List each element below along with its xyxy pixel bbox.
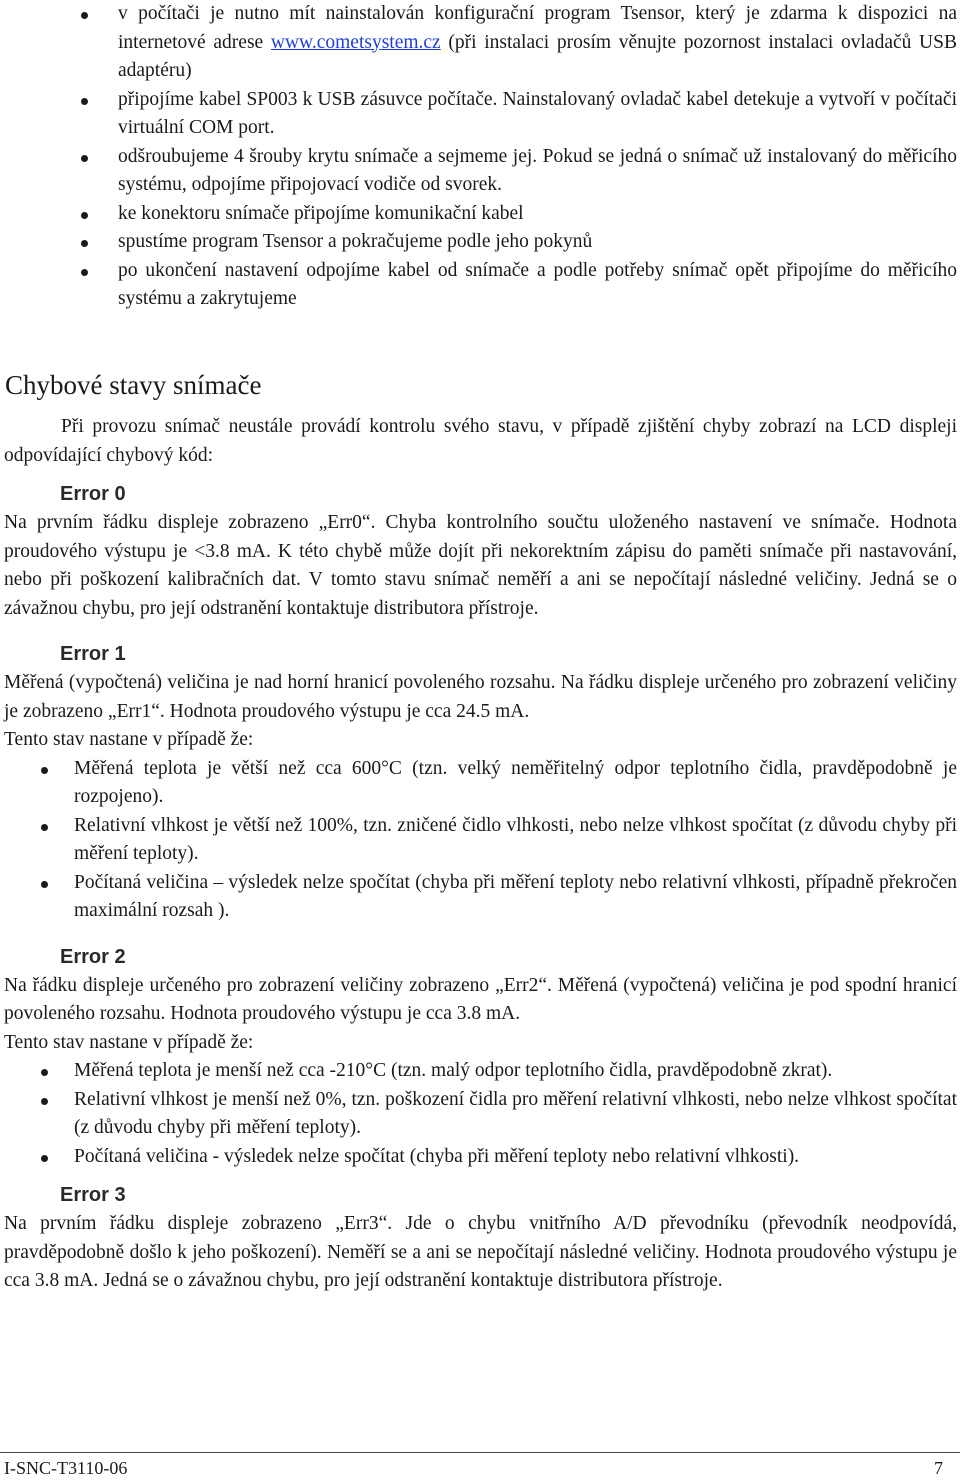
error-1-description: Měřená (vypočtená) veličina je nad horní hranicí povoleného rozsahu. Na řádku displeje určeného pro zobrazení veličiny je zobrazeno „Err1“. Hodnota proudového výstupu je cca 24.5 mA. — [4, 672, 957, 722]
list-item — [0, 200, 960, 229]
list-item — [0, 812, 957, 869]
error-0-title: Error 0 — [60, 483, 126, 505]
error-2-description: Na řádku displeje určeného pro zobrazení veličiny zobrazeno „Err2“. Měřená (vypočtená) veličina je pod spodní hranicí povoleného rozsahu. Hodnota proudového výstupu je cca 3.8 mA. — [4, 974, 957, 1024]
bullet-icon — [81, 240, 88, 247]
bullet-icon — [81, 12, 88, 19]
footer-divider — [0, 1452, 960, 1453]
list-item — [0, 755, 957, 812]
bullet-icon — [41, 881, 48, 888]
step-text: po ukončení nastavení odpojíme kabel od snímače a podle potřeby snímač opět připojíme do měřicího systému a zakrytujeme — [118, 259, 957, 309]
list-item — [0, 143, 960, 200]
list-item — [0, 0, 960, 86]
error-0-block — [0, 509, 957, 623]
cause-text: Měřená teplota je větší než cca 600°C (tzn. velký neměřitelný odpor teplotního čidla, pravděpodobně je rozpojeno). — [74, 757, 957, 807]
error-1-cause-list — [0, 755, 957, 926]
error-3-description: Na prvním řádku displeje zobrazeno „Err3“. Jde o chybu vnitřního A/D převodníku (převodník neodpovídá, pravděpodobně došlo k jeho poškození). Neměří se a ani se nepočítají následné veličiny. Hodnota proudového výstupu je cca 3.8 mA. Jedná se o závažnou chybu, pro její odstranění kontaktuje distributora přístroje. — [4, 1213, 957, 1291]
bullet-icon — [81, 155, 88, 162]
step-text: ke konektoru snímače připojíme komunikační kabel — [118, 202, 524, 224]
cause-text: Počítaná veličina – výsledek nelze spočítat (chyba při měření teploty nebo relativní vlhkosti, případně překročen maximální rozsah ). — [74, 871, 957, 921]
error-3-title: Error 3 — [60, 1184, 126, 1206]
cause-text: Relativní vlhkost je větší než 100%, tzn. zničené čidlo vlhkosti, nebo nelze vlhkost spočítat (z důvodu chyby při měření teploty). — [74, 814, 957, 864]
step-text: připojíme kabel SP003 k USB zásuvce počítače. Nainstalovaný ovladač kabel detekuje a vytvoří v počítači virtuální COM port. — [118, 88, 957, 138]
bullet-icon — [41, 1155, 48, 1162]
error-states-section — [0, 413, 957, 1296]
error-1-condition-label: Tento stav nastane v případě že: — [4, 729, 254, 750]
document-code: I-SNC-T3110-06 — [4, 1458, 128, 1478]
error-0-description: Na prvním řádku displeje zobrazeno „Err0“. Chyba kontrolního součtu uloženého nastavení ve snímače. Hodnota proudového výstupu je <3.8 mA. K této chybě může dojít při nekorektním zápisu do paměti snímače při nastavování, nebo při poškození kalibračních dat. V tomto stavu snímač neměří a ani se nepočítají následné veličiny. Jedná se o závažnou chybu, pro její odstranění kontaktuje distributora přístroje. — [4, 512, 957, 619]
error-3-block — [0, 1210, 957, 1296]
step-text-before: v počítači je nutno mít nainstalován konfigurační program Tsensor, který je zdarma k dispozici na internetové adrese — [118, 3, 957, 53]
step-text: odšroubujeme 4 šrouby krytu snímače a sejmeme jej. Pokud se jedná o snímač už instalovaný do měřicího systému, odpojíme připojovací vodiče od svorek. — [118, 145, 957, 195]
list-item — [0, 1086, 957, 1143]
error-1-title: Error 1 — [60, 643, 126, 665]
step-text: spustíme program Tsensor a pokračujeme podle jeho pokynů — [118, 231, 593, 252]
list-item — [0, 1057, 957, 1086]
section-heading: Chybové stavy snímače — [5, 370, 262, 400]
list-item — [0, 86, 960, 143]
bullet-icon — [41, 767, 48, 774]
error-2-title: Error 2 — [60, 945, 126, 968]
list-item — [0, 228, 960, 257]
error-1-block — [0, 669, 957, 755]
cause-text: Relativní vlhkost je menší než 0%, tzn. poškození čidla pro měření relativní vlhkosti, nebo nelze vlhkost spočítat (z důvodu chyby při měření teploty). — [74, 1088, 957, 1138]
bullet-icon — [41, 1069, 48, 1076]
bullet-icon — [41, 1098, 48, 1105]
step-text-after: (při instalaci prosím věnujte pozornost instalaci ovladačů USB adaptéru) — [118, 31, 957, 81]
error-2-condition-label: Tento stav nastane v případě že: — [4, 1031, 254, 1053]
setup-steps-list — [0, 0, 960, 314]
cometsystem-link[interactable]: www.cometsystem.cz — [270, 31, 441, 53]
bullet-icon — [81, 212, 88, 219]
list-item — [0, 257, 960, 314]
cause-text: Počítaná veličina - výsledek nelze spočítat (chyba při měření teploty nebo relativní vlhkosti). — [74, 1145, 800, 1167]
bullet-icon — [81, 98, 88, 105]
bullet-icon — [41, 824, 48, 831]
error-2-block — [0, 972, 957, 1058]
list-item — [0, 869, 957, 926]
cause-text: Měřená teplota je menší než cca -210°C (tzn. malý odpor teplotního čidla, pravděpodobně zkrat). — [74, 1060, 833, 1081]
section-intro: Při provozu snímač neustále provádí kontrolu svého stavu, v případě zjištění chyby zobrazí na LCD displeji odpovídající chybový kód: — [4, 416, 957, 466]
page-number: 7 — [934, 1458, 943, 1478]
error-2-cause-list — [0, 1057, 957, 1171]
list-item — [0, 1143, 957, 1172]
bullet-icon — [81, 269, 88, 276]
